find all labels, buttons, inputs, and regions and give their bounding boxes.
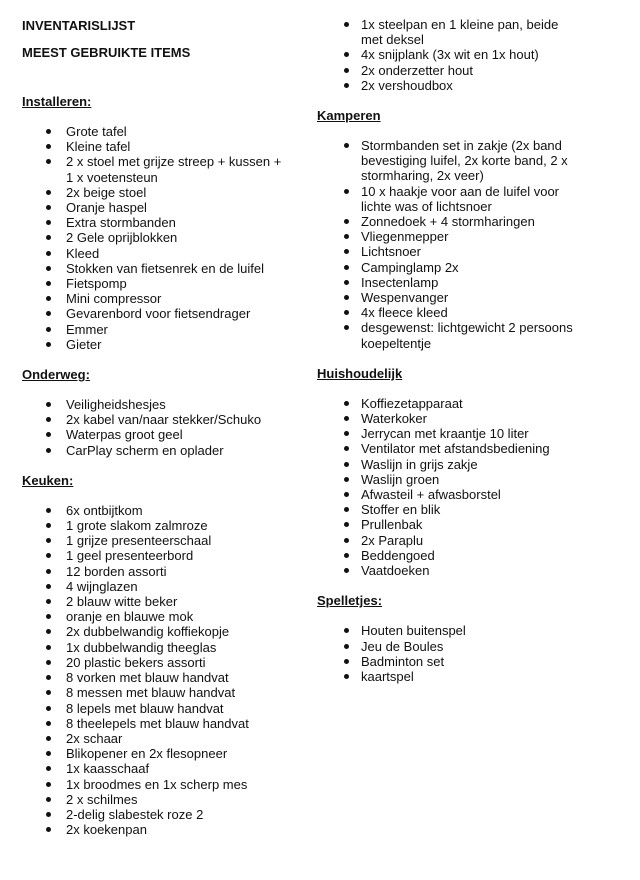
list-item: Campinglamp 2x bbox=[317, 260, 575, 275]
list-item: 8 theelepels met blauw handvat bbox=[22, 716, 302, 731]
list-item: Veiligheidshesjes bbox=[22, 397, 302, 412]
list-item: 1x dubbelwandig theeglas bbox=[22, 640, 302, 655]
list-item: 10 x haakje voor aan de luifel voor lichte was of lichtsnoer bbox=[317, 184, 575, 214]
list-item: 2 x stoel met grijze streep + kussen + 1 x voetensteun bbox=[22, 154, 287, 184]
list-item: Blikopener en 2x flesopneer bbox=[22, 746, 302, 761]
list-item: Grote tafel bbox=[22, 124, 287, 139]
list-item: Beddengoed bbox=[317, 548, 617, 563]
list-item: Stokken van fietsenrek en de luifel bbox=[22, 261, 287, 276]
list-item: 2 blauw witte beker bbox=[22, 594, 302, 609]
list-item: Vaatdoeken bbox=[317, 563, 617, 578]
list-item: Stoffer en blik bbox=[317, 502, 617, 517]
list-item: 2x schaar bbox=[22, 731, 302, 746]
list-item: 1x steelpan en 1 kleine pan, beide met deksel bbox=[317, 17, 575, 47]
section-heading-installeren: Installeren: bbox=[22, 94, 92, 109]
list-item: 4x snijplank (3x wit en 1x hout) bbox=[317, 47, 575, 62]
list-item: 8 lepels met blauw handvat bbox=[22, 701, 302, 716]
list-item: Lichtsnoer bbox=[317, 244, 575, 259]
list-item: 1x broodmes en 1x scherp mes bbox=[22, 777, 302, 792]
list-item: 2x Paraplu bbox=[317, 533, 617, 548]
list-item: Emmer bbox=[22, 322, 287, 337]
document-title: INVENTARISLIJST bbox=[22, 18, 136, 33]
list-item: Vliegenmepper bbox=[317, 229, 575, 244]
list-item: 4x fleece kleed bbox=[317, 305, 575, 320]
left-column bbox=[22, 0, 302, 837]
list-item: 2x dubbelwandig koffiekopje bbox=[22, 624, 302, 639]
document-subtitle: MEEST GEBRUIKTE ITEMS bbox=[22, 45, 191, 60]
list-item: Houten buitenspel bbox=[317, 623, 617, 638]
list-item: Zonnedoek + 4 stormharingen bbox=[317, 214, 575, 229]
list-item: Kleed bbox=[22, 246, 287, 261]
list-item: 2x kabel van/naar stekker/Schuko bbox=[22, 412, 302, 427]
list-item: Oranje haspel bbox=[22, 200, 287, 215]
list-item: Ventilator met afstandsbediening bbox=[317, 441, 617, 456]
list-keuken bbox=[22, 503, 302, 837]
list-item: Insectenlamp bbox=[317, 275, 575, 290]
list-item: 2 Gele oprijblokken bbox=[22, 230, 287, 245]
list-item: 1x kaasschaaf bbox=[22, 761, 302, 776]
list-item: Koffiezetapparaat bbox=[317, 396, 617, 411]
list-item: Waslijn groen bbox=[317, 472, 617, 487]
list-item: CarPlay scherm en oplader bbox=[22, 443, 302, 458]
list-item: Afwasteil + afwasborstel bbox=[317, 487, 617, 502]
list-item: Gieter bbox=[22, 337, 287, 352]
list-item: 6x ontbijtkom bbox=[22, 503, 302, 518]
list-item: 1 grijze presenteerschaal bbox=[22, 533, 302, 548]
list-item: 8 messen met blauw handvat bbox=[22, 685, 302, 700]
list-item: 2-delig slabestek roze 2 bbox=[22, 807, 302, 822]
right-column bbox=[317, 0, 617, 684]
list-item: 1 grote slakom zalmroze bbox=[22, 518, 302, 533]
list-item: 20 plastic bekers assorti bbox=[22, 655, 302, 670]
list-item: 12 borden assorti bbox=[22, 564, 302, 579]
list-item: Waslijn in grijs zakje bbox=[317, 457, 617, 472]
list-item: 2x onderzetter hout bbox=[317, 63, 575, 78]
list-item: 4 wijnglazen bbox=[22, 579, 302, 594]
list-spelletjes bbox=[317, 623, 617, 684]
list-item: 2x vershoudbox bbox=[317, 78, 575, 93]
list-item: 1 geel presenteerbord bbox=[22, 548, 302, 563]
list-item: Kleine tafel bbox=[22, 139, 287, 154]
section-heading-spelletjes: Spelletjes: bbox=[317, 593, 383, 609]
list-item: Waterkoker bbox=[317, 411, 617, 426]
list-keuken-vervolg bbox=[317, 17, 575, 93]
list-item: Jeu de Boules bbox=[317, 639, 617, 654]
list-item: Fietspomp bbox=[22, 276, 287, 291]
list-item: Jerrycan met kraantje 10 liter bbox=[317, 426, 617, 441]
list-onderweg bbox=[22, 397, 302, 458]
section-heading-huishoudelijk: Huishoudelijk bbox=[317, 365, 403, 381]
list-item: 2 x schilmes bbox=[22, 792, 302, 807]
list-item: kaartspel bbox=[317, 669, 617, 684]
list-kamperen bbox=[317, 138, 575, 351]
list-item: 2x koekenpan bbox=[22, 822, 302, 837]
list-huishoudelijk bbox=[317, 396, 617, 578]
section-heading-kamperen: Kamperen bbox=[317, 108, 381, 124]
list-item: Wespenvanger bbox=[317, 290, 575, 305]
list-item: Stormbanden set in zakje (2x band bevestiging luifel, 2x korte band, 2 x stormharing, 2x veer) bbox=[317, 138, 575, 184]
list-item: Extra stormbanden bbox=[22, 215, 287, 230]
section-heading-onderweg: Onderweg: bbox=[22, 367, 90, 383]
section-heading-keuken: Keuken: bbox=[22, 472, 74, 488]
list-item: Gevarenbord voor fietsendrager bbox=[22, 306, 287, 321]
list-item: Badminton set bbox=[317, 654, 617, 669]
list-item: Mini compressor bbox=[22, 291, 287, 306]
list-item: desgewenst: lichtgewicht 2 persoons koepeltentje bbox=[317, 320, 575, 350]
list-item: 8 vorken met blauw handvat bbox=[22, 670, 302, 685]
list-item: Prullenbak bbox=[317, 517, 617, 532]
list-item: oranje en blauwe mok bbox=[22, 609, 302, 624]
list-item: 2x beige stoel bbox=[22, 185, 287, 200]
list-installeren bbox=[22, 124, 287, 352]
list-item: Waterpas groot geel bbox=[22, 427, 302, 442]
